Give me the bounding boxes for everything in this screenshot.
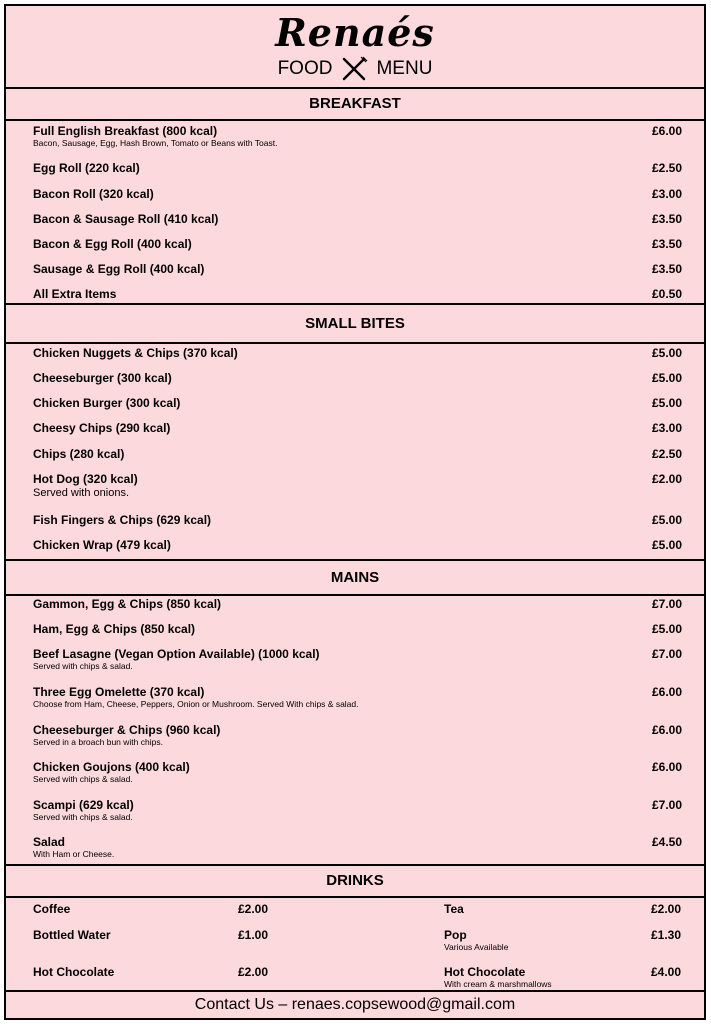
item-name: Bottled Water [33, 928, 111, 942]
menu-header [6, 6, 704, 88]
item-price: £1.00 [238, 928, 269, 942]
contact-footer: Contact Us – renaes.copsewood@gmail.com [6, 990, 704, 1018]
menu-item [33, 472, 682, 500]
subtitle-menu: MENU [376, 58, 433, 79]
item-name: Chicken Goujons (400 kcal) [33, 760, 190, 774]
item-name: Ham, Egg & Chips (850 kcal) [33, 622, 196, 636]
item-name: Egg Roll (220 kcal) [33, 161, 140, 175]
item-price: £2.50 [651, 447, 682, 461]
menu-item [33, 622, 682, 636]
brand-name: Renaés [275, 10, 435, 55]
item-price: £4.50 [651, 835, 682, 849]
subtitle-food: FOOD [277, 58, 333, 79]
item-price: £2.00 [651, 472, 682, 486]
menu-item [33, 187, 682, 201]
item-name: Bacon Roll (320 kcal) [33, 187, 154, 201]
item-name: Chicken Burger (300 kcal) [33, 396, 181, 410]
item-name: Coffee [33, 902, 71, 916]
item-price: £0.50 [651, 287, 682, 301]
small-bites-section [6, 344, 704, 559]
item-price: £7.00 [651, 647, 682, 661]
drink-item [444, 928, 684, 953]
menu-item [33, 647, 682, 672]
menu-item [33, 396, 682, 410]
item-description: Served with onions. [33, 487, 129, 499]
menu-item [33, 421, 682, 435]
item-name: Cheeseburger & Chips (960 kcal) [33, 723, 221, 737]
menu-item [33, 124, 682, 149]
menu-item [33, 538, 682, 552]
menu-item [33, 447, 682, 461]
item-description: With cream & marshmallows [444, 979, 552, 989]
item-description: Served in a broach bun with chips. [33, 737, 163, 747]
item-price: £4.00 [651, 965, 682, 979]
item-name: Three Egg Omelette (370 kcal) [33, 685, 205, 699]
item-price: £2.00 [651, 902, 682, 916]
item-price: £3.00 [651, 421, 682, 435]
section-heading-drinks: DRINKS [6, 864, 704, 898]
item-price: £2.00 [238, 965, 269, 979]
item-name: All Extra Items [33, 287, 117, 301]
menu-item [33, 760, 682, 785]
item-price: £6.00 [651, 723, 682, 737]
item-price: £2.00 [238, 902, 269, 916]
item-name: Tea [444, 902, 464, 916]
item-description: Bacon, Sausage, Egg, Hash Brown, Tomato or Beans with Toast. [33, 138, 278, 148]
item-name: Sausage & Egg Roll (400 kcal) [33, 262, 205, 276]
item-description: Served with chips & salad. [33, 774, 133, 784]
item-description: Served with chips & salad. [33, 812, 133, 822]
item-price: £1.30 [651, 928, 682, 942]
item-name: Salad [33, 835, 66, 849]
item-name: Full English Breakfast (800 kcal) [33, 124, 218, 138]
item-name: Gammon, Egg & Chips (850 kcal) [33, 597, 222, 611]
menu-item [33, 513, 682, 527]
item-name: Scampi (629 kcal) [33, 798, 134, 812]
drinks-section [6, 898, 704, 994]
item-price: £5.00 [651, 396, 682, 410]
menu-item [33, 212, 682, 226]
menu-item [33, 346, 682, 360]
menu-item [33, 237, 682, 251]
breakfast-section [6, 121, 704, 303]
item-price: £3.00 [651, 187, 682, 201]
item-name: Hot Dog (320 kcal) [33, 472, 138, 486]
menu-subtitle [6, 56, 704, 82]
item-name: Cheesy Chips (290 kcal) [33, 421, 171, 435]
item-name: Hot Chocolate [444, 965, 526, 979]
drink-item [444, 965, 684, 990]
menu-item [33, 597, 682, 611]
item-name: Hot Chocolate [33, 965, 115, 979]
drink-item [33, 902, 273, 916]
item-name: Chicken Wrap (479 kcal) [33, 538, 171, 552]
item-price: £3.50 [651, 237, 682, 251]
item-price: £5.00 [651, 346, 682, 360]
item-price: £3.50 [651, 212, 682, 226]
item-name: Bacon & Sausage Roll (410 kcal) [33, 212, 219, 226]
item-description: Choose from Ham, Cheese, Peppers, Onion or Mushroom. Served With chips & salad. [33, 699, 359, 709]
item-name: Chicken Nuggets & Chips (370 kcal) [33, 346, 238, 360]
item-price: £7.00 [651, 798, 682, 812]
item-price: £5.00 [651, 513, 682, 527]
section-heading-mains: MAINS [6, 559, 704, 596]
item-price: £6.00 [651, 685, 682, 699]
item-price: £5.00 [651, 622, 682, 636]
item-name: Chips (280 kcal) [33, 447, 125, 461]
menu-item [33, 371, 682, 385]
item-description: Various Available [444, 942, 509, 952]
item-name: Bacon & Egg Roll (400 kcal) [33, 237, 192, 251]
section-heading-small-bites: SMALL BITES [6, 303, 704, 344]
drink-item [33, 928, 273, 942]
menu-item [33, 685, 682, 710]
item-name: Cheeseburger (300 kcal) [33, 371, 172, 385]
menu-card [4, 4, 706, 1020]
item-price: £6.00 [651, 760, 682, 774]
item-price: £5.00 [651, 538, 682, 552]
item-description: Served with chips & salad. [33, 661, 133, 671]
item-description: With Ham or Cheese. [33, 849, 115, 859]
drink-item [33, 965, 273, 979]
section-heading-breakfast: BREAKFAST [6, 87, 704, 121]
item-price: £6.00 [651, 124, 682, 138]
item-name: Fish Fingers & Chips (629 kcal) [33, 513, 212, 527]
cutlery-icon [340, 56, 368, 82]
item-price: £7.00 [651, 597, 682, 611]
menu-item [33, 262, 682, 276]
item-name: Pop [444, 928, 467, 942]
item-price: £2.50 [651, 161, 682, 175]
item-price: £5.00 [651, 371, 682, 385]
menu-item [33, 835, 682, 860]
drink-item [444, 902, 684, 916]
menu-item [33, 161, 682, 175]
menu-item [33, 287, 682, 301]
menu-item [33, 798, 682, 823]
item-name: Beef Lasagne (Vegan Option Available) (1000 kcal) [33, 647, 320, 661]
mains-section [6, 596, 704, 864]
menu-item [33, 723, 682, 748]
item-price: £3.50 [651, 262, 682, 276]
